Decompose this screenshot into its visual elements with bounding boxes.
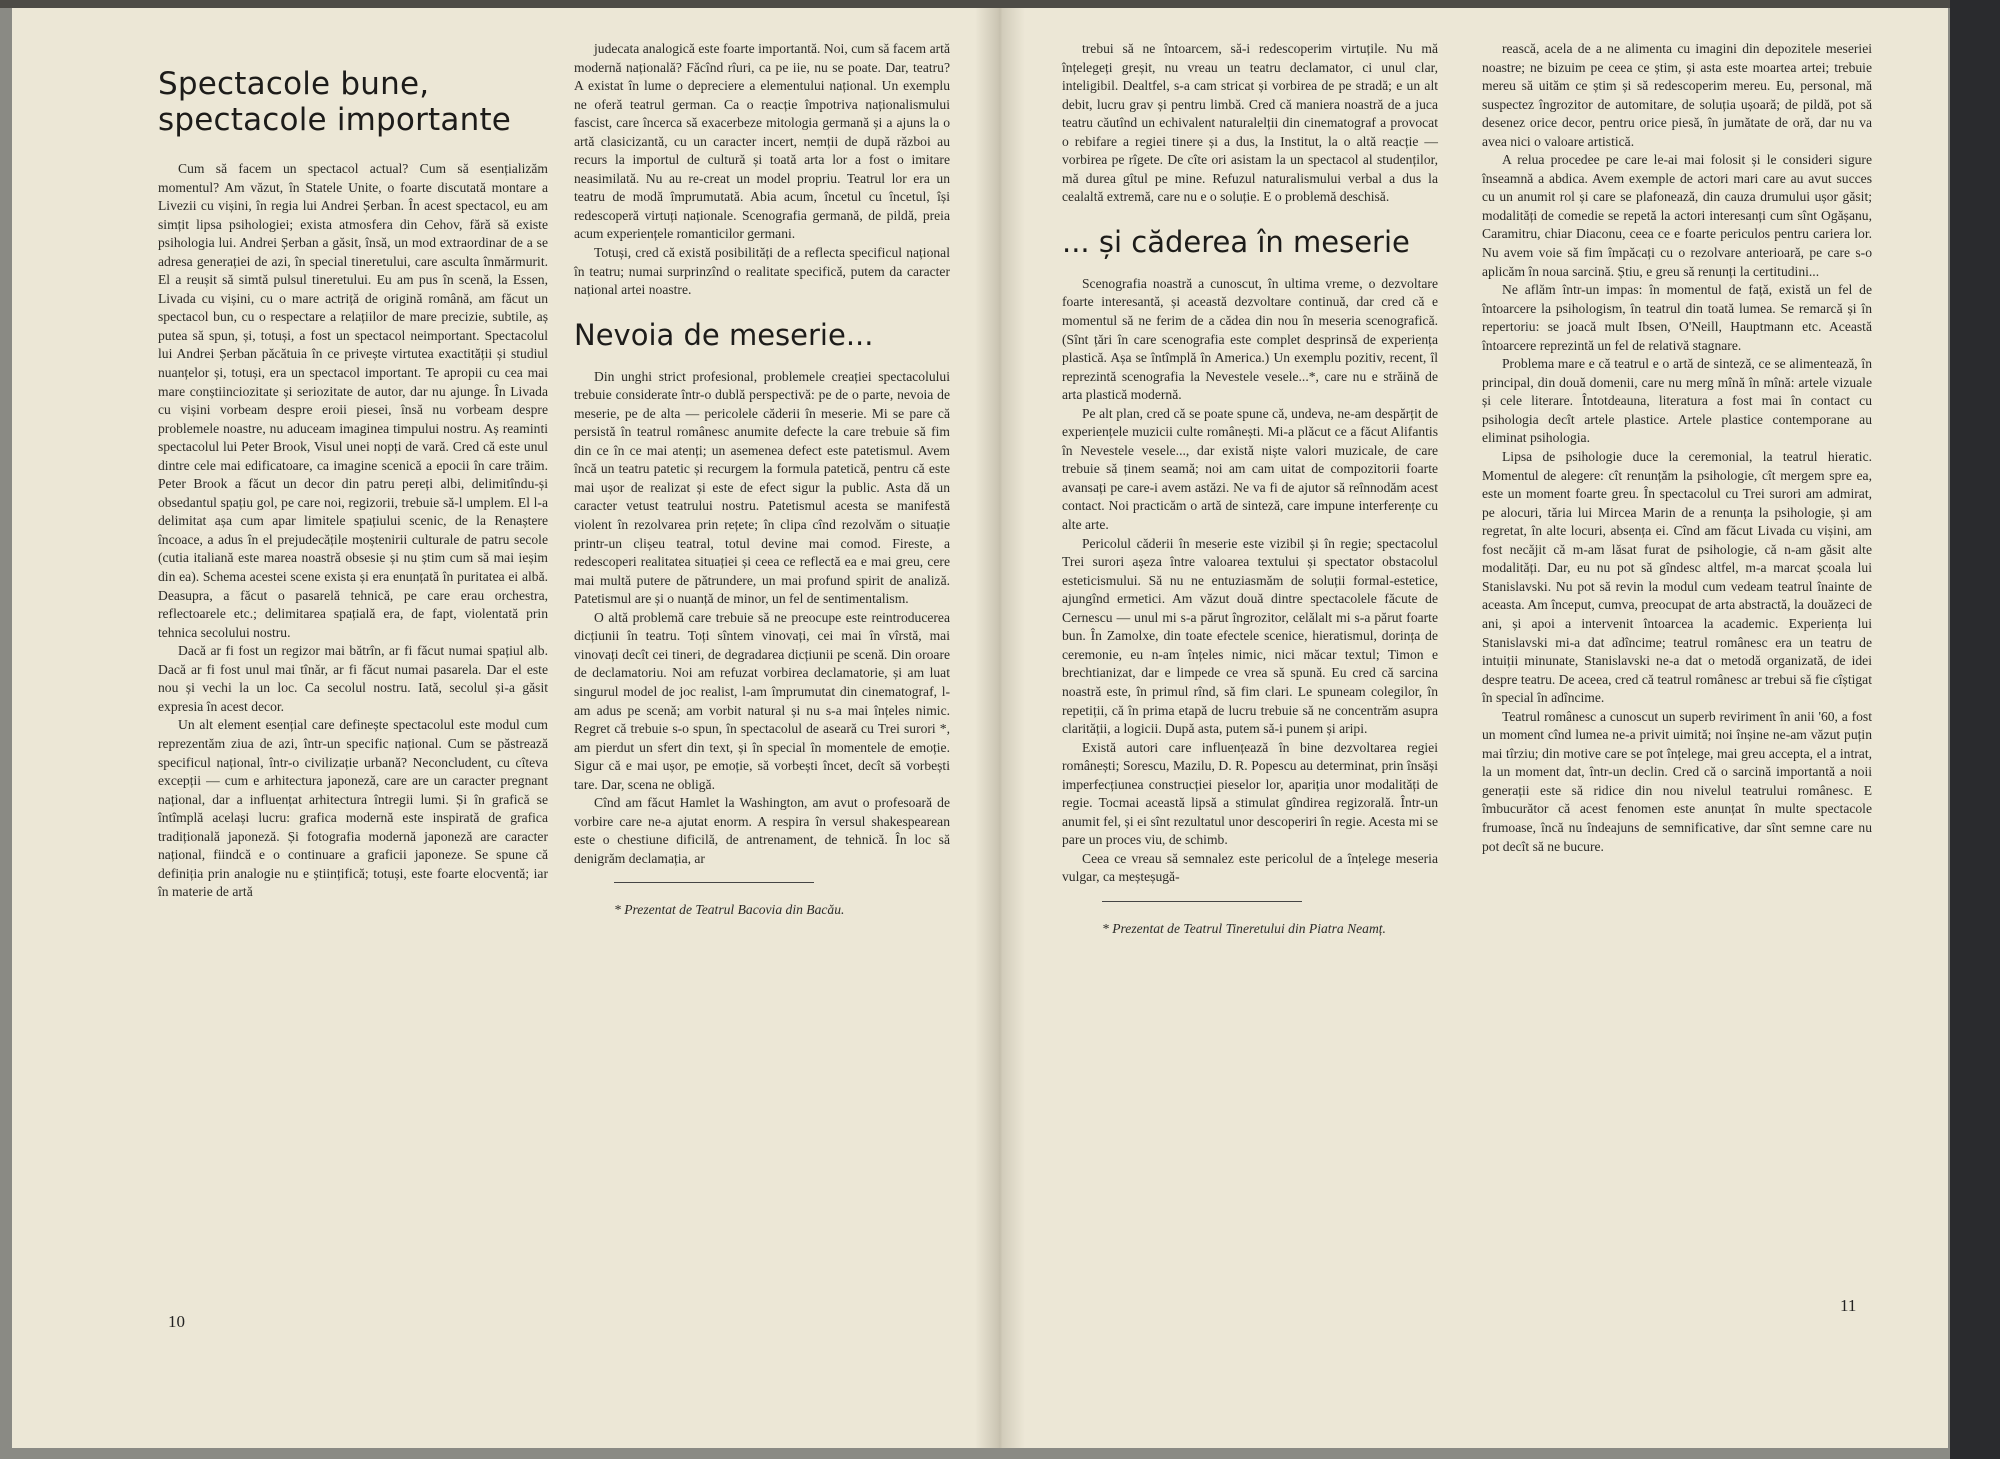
page-number-right: 11 <box>1840 1296 1857 1315</box>
column-4 <box>1482 40 1872 856</box>
column-1 <box>158 40 548 902</box>
paragraph: A relua procedee pe care le-ai mai folosit și le considerі sigure înseamnă a abdica. Avem exemple de actori mari care au avut succes cu un anumit rol și care se plafonează, din cauza drumului ușor găsit; modalități de comedie se repetă la actori interesanți cum sînt Ogășanu, Caramitru, chiar Diaconu, ceea ce e foarte periculos pentru cariera lor. Nu avem voie să fim împăcați cu o rezolvare anterioară, pe care s-o aplicăm în noua sarcină. Știu, e greu să renunți la certitudini... <box>1482 152 1872 279</box>
footnote-divider <box>1102 901 1302 902</box>
scan-top-edge <box>0 0 2000 8</box>
paragraph: Pericolul căderii în meserie este vizibil și în regie; spectacolul Trei surori așeza între valoarea textului și spectator obstacolul esteticismului. Să nu ne entuziasmăm de soluții formal-estetice, ajungînd ermetici. Am văzut două dintre spectacolele făcute de Cernescu — unul mi s-a părut îngrozitor, celălalt mi s-a părut foarte bun. În Zamolxe, din toate efectele scenice, hieratismul, dorința de ceremonie, eu n-am înțeles nimic, nici măcar textul; Timon e brechtianizat, dar e limpede ce vrea să spună. Eu cred că sarcina noastră este, în primul rînd, să fim clari. Le spuneam colegilor, în repetiții, că în prima etapă de lucru trebuie să ne concentrăm asupra clarității, a logicii. După asta, putem să-i punem și aripi. <box>1062 535 1438 737</box>
column-3 <box>1062 40 1438 939</box>
paragraph: Problema mare e că teatrul e o artă de sinteză, ce se alimentează, în principal, din două domenii, care nu merg mînă în mînă: artele vizuale și cele literare. Întotdeauna, literatura a fost mai în contact cu psihologia decît artele plastice. Artele plastice contemporane au eliminat psihologia. <box>1482 356 1872 446</box>
column-2 <box>574 40 950 920</box>
column-2-body-bottom <box>574 368 950 869</box>
paragraph: Dacă ar fi fost un regizor mai bătrîn, ar fi făcut numai spațiul alb. Dacă ar fi fost unul mai tînăr, ar fi făcut numai pasarela. Dar el este nou și vechi la un loc. Ca secolul nostru. Iată, secolul și-a găsit expresia în acest decor. <box>158 643 548 714</box>
paragraph: Scenografia noastră a cunoscut, în ultima vreme, o dezvoltare foarte interesantă, și această dezvoltare continuă, dar cred că e momentul să ne ferim de a cădea din nou în meseria scenografică. (Sînt țări în care scenografia este complet desprinsă de experiența plastică. Așa se întîmplă în America.) Un exemplu pozitiv, recent, îl reprezintă scenografia la Nevestele vesele...*, care nu e străină de arta plastică modernă. <box>1062 275 1438 403</box>
paragraph: Din unghi strict profesional, problemele creației spectacolului trebuie considerate într-o dublă perspectivă: pe de o parte, nevoia de meserie, pe de alta — pericolele căderii în meserie. Mi se pare că persistă în teatrul românesc anumite defecte la care trebuie să fim din ce în ce mai atenți; un asemenea defect este patetismul. Avem încă un teatru patetic și recurgem la formula patetică, pentru că este mai ușor de realizat și este de efect sigur la public. Asta dă un caracter vetust teatrului nostru. Patetismul acesta se manifestă violent în rezolvarea prin rețete; în clipa cînd rezolvăm o situație printr-un clișeu teatral, totul devine mai comod. Fireste, a redescoperi realitatea situației și ceea ce reflectă ea e mai greu, cere mai multă putere de pătrundere, un mai profund spirit de analiză. Patetismul are și o nuanță de minor, un fel de sentimentalism. <box>574 368 950 607</box>
paragraph: rească, acela de a ne alimenta cu imagini din depozitele meseriei noastre; ne bizuim pe ceea ce știm, și asta este moartea artei; trebuie mereu să uităm ce știm și să redescoperim mereu. Eu, personal, mă suspectez îngrozitor de automitare, de soluția ușoară; de pildă, pot să desenez orice decor, pentru orice piesă, în jumătate de oră, dar nu va avea nici o valoare artistică. <box>1482 41 1872 149</box>
article-title: Spectacole bune, spectacole importante <box>158 66 512 138</box>
paragraph: Cum să facem un spectacol actual? Cum să esențializăm momentul? Am văzut, în Statele Unite, o foarte discutată montare a Livezii cu vișini, în regia lui Andrei Șerban. În acest spectacol, eu am simțit lipsa psihologiei; exista atmosfera din Cehov, fără să existe psihologia lui. Andrei Șerban a găsit, însă, un mod extraordinar de a se adresa generației de azi, în special tineretului, care asculta înmărmurit. El a reușit să simtă pulsul tineretului. Eu am pus în scenă, la Essen, Livada cu vișini, cu o mare actriță de origină română, am făcut un spectacol bun, cu o respectare a relațiilor de mare precizie, subtile, aș putea să spun, și, totuși, a fost un spectacol neimportant. Spectacolul lui Andrei Șerban păcătuia în ce privește virtutea exactității și studiul nuanțelor și, totuși, era un spectacol important. Te apropii cu cea mai mare conștiinciozitate și seriozitate de autor, dar nu ajunge. În Livada cu vișini vorbeam despre eroii piesei, însă nu vorbeam despre problemele noastre, nu aduceam imaginea timpului nostru. Aș reaminti spectacolul lui Peter Brook, Visul unei nopți de vară. Cred că este unul dintre cele mai edificatoare, ca imagine scenică a epocii în care trăim. Peter Brook a făcut un decor din patru pereți albi, delimitîndu-și obsedantul spațiu gol, pe care noi, regizorii, trebuie să-l umplem. El l-a delimitat așa cum apar limitele spațiului scenic, de la Renaștere încoace, a adus în el prejudecățile moștenirii culturale de patru secole (cutia italiană este marea noastră obsesie și nu știm cum să mai ieșim din ea). Schema acestei scene exista și era enunțată în puritatea ei albă. Deasupra, a făcut o pasarelă tehnică, pe care erau orchestra, reflectoarele etc.; delimitarea spațială era, de fapt, violentată prin tehnica secolului nostru. <box>158 161 548 640</box>
paragraph: Un alt element esențial care definește spectacolul este modul cum reprezentăm ziua de azi, într-un specific național. Cum se păstrează specificul național, într-o civilizație urbană? Neconcludent, cu cîteva excepții — cum e arhitectura japoneză, care are un caracter pregnant național, dar a influențat arhitectura întregii lumi. Și în grafică se întîmplă același lucru: grafica modernă este inspirată de grafica tradițională japoneză. Și fotografia modernă japoneză are caracter național, fiindcă e o continuare a graficii japoneze. Se spune că definiția prin analogie nu e științifică; totuși, este foarte elocventă; iar în materie de artă <box>158 717 548 900</box>
paragraph: trebui să ne întoarcem, să-i redescoperim virtuțile. Nu mă înțelegeți greșit, nu vreau un teatru declamator, ci unul clar, inteligibil. Dealtfel, s-a cam stricat și vorbirea de pe stradă; e un alt debit, lucru grav și pentru limbă. Cred că maniera noastră de a juca teatru căutînd un echivalent naturalelții din cinematograf a provocat o rebifare a regiei tinere și a dus, la Institut, la o altă reacție — vorbirea pe rîgete. De cîte ori asistam la un spectacol al studenților, mă durea gîtul pe mine. Refuzul naturalismului verbal a dus la cealaltă extremă, care nu e o soluție. E o problemă deschisă. <box>1062 41 1438 205</box>
paragraph: judecata analogică este foarte importantă. Noi, cum să facem artă modernă națională? Făcînd rîuri, ca pe iie, nu se poate. Dar, teatru? A existat în lume o depreciere a elementului național. Un exemplu ne oferă teatrul german. Ca o reacție împotriva naționalismului fascist, care încerca să exacerbeze mitologia germană și a ajuns la o artă clasicizantă, cu un caracter incert, nemții de după război au recurs la importul de cultură și toată arta lor a fost o imitare neasimilată. Nu au re-creat un model propriu. Teatrul lor era un teatru de modă împrumutată. Abia acum, încetul cu încetul, își redescoperă virtuți naționale. Scenografia germană, de pildă, preia acum experiențele romanticilor germani. <box>574 41 950 242</box>
footnote-divider <box>614 882 814 883</box>
paragraph: O altă problemă care trebuie să ne preocupe este reintroducerea dicțiunii în teatru. Toți sîntem vinovați, cei mai în vîrstă, mai vinovați decît cei tineri, de degradarea dicțiunii pe scenă. Din oroare de declamatoriu. Noi am refuzat vorbirea declamatorie, și am luat singurul model de joc realist, l-am împrumutat din cinematograf, l-am adus pe scenă; am vorbit natural și nu s-a mai înțeles nimic. Regret că trebuie s-o spun, în spectacolul de aseară cu Trei surori *, am pierdut un sfert din text, și în special în momentele de emoție. Sigur că e mai ușor, pe emoție, să vorbești încet, decît să vorbești tare. Dar, scena ne obligă. <box>574 609 950 792</box>
paragraph: Lipsa de psihologie duce la ceremonial, la teatrul hieratic. Momentul de alegere: cît renunțăm la psihologie, cît mergem spre ea, este un moment foarte greu. În spectacolul cu Trei surori am admirat, pe alocuri, tăria lui Mircea Marin de a renunța la psihologie, și am regretat, în alte locuri, absența ei. Cînd am făcut Livada cu vișini, am fost necăjit că m-am lăsat furat de psihologie, că n-am găsit alte modalități. Dar, eu nu pot să gîndesc altfel, m-a marcat școala lui Stanislavski. Nu pot să revin la modul cum vedeam teatrul înainte de aceasta. Am început, cumva, preocupat de arta abstractă, la douăzeci de ani, și apoi a intervenit întoarcea la academic. Experiența lui Stanislavski mi-a dat adîncime; teatrul românesc era un teatru de intuiții minunate, Stanislavski ne-a dat o metodă organizată, de idei despre teatru. De aceea, cred că teatrul românesc ar trebui să fie cîștigat în special în adîncime. <box>1482 449 1872 706</box>
paragraph: Ne aflăm într-un impas: în momentul de față, există un fel de întoarcere la psihologism, în teatrul din toată lumea. Se remarcă și în repertoriu: se joacă mult Ibsen, O'Neill, Hauptmann etc. Această întoarcere reprezintă un fel de relativă stagnare. <box>1482 282 1872 353</box>
column-4-body <box>1482 40 1872 856</box>
scan-dark-border <box>1950 0 2000 1459</box>
footnote-right: * Prezentat de Teatrul Tineretului din Piatra Neamț. <box>1102 920 1386 936</box>
paragraph: Totuși, cred că există posibilități de a reflecta specificul național în teatru; numai surprinzînd o realitate specifică, putem da caracter național artei noastre. <box>574 245 950 298</box>
section-heading-meserie: Nevoia de meserie... <box>574 317 874 352</box>
book-gutter <box>975 8 1025 1448</box>
paragraph: Pe alt plan, cred că se poate spune că, undeva, ne-am despărțit de experiențele muzicii culte românești. Mi-a plăcut ce a făcut Alifantis în Nevestele vesele..., dar există niște valori muzicale, de care trebuie să ținem seamă; noi am cam uitat de compozitorii foarte avansați pe care-i avem astăzi. Ne va fi de ajutor să reînnodăm acest contact. Noi practicăm o artă de sinteză, care impune interferențe cu alte arte. <box>1062 405 1438 533</box>
column-1-body <box>158 160 548 902</box>
column-3-body-bottom <box>1062 275 1438 887</box>
column-2-body-top <box>574 40 950 300</box>
paragraph: Ceea ce vreau să semnalez este pericolul de a înțelege meseria vulgar, ca meșteșugă- <box>1062 850 1438 885</box>
paragraph: Teatrul românesc a cunoscut un superb reviriment în anii '60, a fost un moment cînd lumea ne-a privit uimită; noi înșine ne-am văzut puțin mai tîrziu; din motive care se pot înțelege, mai greu accepta, el a intrat, la un moment dat, într-un declin. Cred că o sarcină importantă a noii generații este să ridice din nou nivelul teatrului românesc. E îmbucurător că acest fenomen este anunțat în multe spectacole frumoase, încă nu îndeajuns de semnificative, dar sînt semne care nu pot decît să ne bucure. <box>1482 708 1872 854</box>
paragraph: Există autori care influențează în bine dezvoltarea regiei românești; Sorescu, Mazilu, D. R. Popescu au determinat, prin însăși imperfecțiunea construcției pieselor lor, apariția unor modalități de regie. Tocmai această lipsă a stimulat gîndirea regizorală. Într-un anumit fel, și ei sînt rezultatul unor descoperiri în regie. Acesta mi se pare un proces viu, de schimb. <box>1062 739 1438 848</box>
column-3-body-top <box>1062 40 1438 207</box>
page-number-left: 10 <box>168 1312 185 1331</box>
section-heading-caderea: ... și căderea în meserie <box>1062 224 1410 259</box>
paragraph: Cînd am făcut Hamlet la Washington, am avut o profesoară de vorbire care ne-a ajutat enorm. A respira în versul shakespearean este o chestiune dificilă, de antrenament, de tehnică. În loc să denigrăm declamația, ar <box>574 795 950 866</box>
footnote-left: * Prezentat de Teatrul Bacovia din Bacău. <box>614 902 845 918</box>
